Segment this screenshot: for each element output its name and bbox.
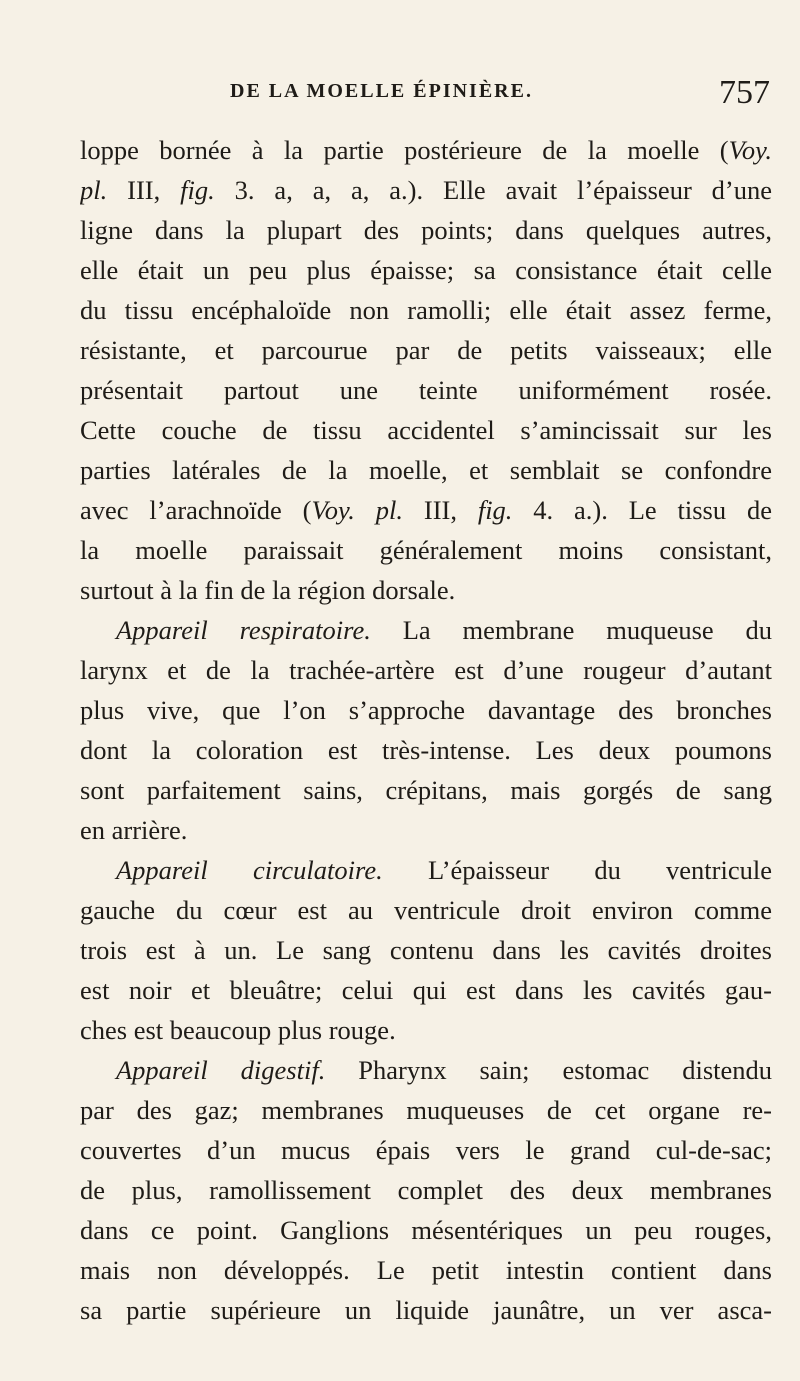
text-segment: Cette couche de tissu accidentel s’amincissait sur les xyxy=(80,415,772,445)
text-line xyxy=(80,650,772,690)
text-segment: III, xyxy=(403,495,478,525)
text-segment: elle était un peu plus épaisse; sa consistance était celle xyxy=(80,255,772,285)
text-line xyxy=(80,530,772,570)
italic-text-segment: fig. xyxy=(477,495,513,525)
text-segment: couvertes d’un mucus épais vers le grand cul-de-sac; xyxy=(80,1135,772,1165)
running-title: DE LA MOELLE ÉPINIÈRE. xyxy=(230,80,533,102)
text-line xyxy=(80,1090,772,1130)
text-line xyxy=(80,450,772,490)
text-line xyxy=(80,330,772,370)
text-segment: présentait partout une teinte uniformément rosée. xyxy=(80,375,772,405)
text-line xyxy=(80,250,772,290)
italic-text-segment: Voy. pl. xyxy=(311,495,404,525)
text-line xyxy=(80,890,772,930)
text-line xyxy=(80,1130,772,1170)
text-segment: la moelle paraissait généralement moins consistant, xyxy=(80,535,772,565)
text-line xyxy=(80,810,772,850)
text-segment: par des gaz; membranes muqueuses de cet organe re- xyxy=(80,1095,772,1125)
text-segment: mais non développés. Le petit intestin contient dans xyxy=(80,1255,772,1285)
text-segment: ches est beaucoup plus rouge. xyxy=(80,1015,396,1045)
italic-text-segment: fig. xyxy=(180,175,215,205)
text-line xyxy=(80,1250,772,1290)
page-number: 757 xyxy=(719,74,770,111)
text-line xyxy=(80,1210,772,1250)
body-text xyxy=(80,130,772,1330)
text-segment: avec l’arachnoïde ( xyxy=(80,495,312,525)
text-segment: trois est à un. Le sang contenu dans les cavités droites xyxy=(80,935,772,965)
text-line xyxy=(80,690,772,730)
text-segment: surtout à la fin de la région dorsale. xyxy=(80,575,456,605)
text-segment: résistante, et parcourue par de petits vaisseaux; elle xyxy=(80,335,772,365)
text-line xyxy=(80,770,772,810)
text-segment: sont parfaitement sains, crépitans, mais gorgés de sang xyxy=(80,775,772,805)
text-line xyxy=(80,370,772,410)
text-segment: de plus, ramollissement complet des deux membranes xyxy=(80,1175,772,1205)
text-line xyxy=(80,1170,772,1210)
page-header xyxy=(230,74,770,120)
text-segment: plus vive, que l’on s’approche davantage des bronches xyxy=(80,695,772,725)
italic-text-segment: Appareil digestif. xyxy=(116,1055,326,1085)
text-segment: du tissu encéphaloïde non ramolli; elle était assez ferme, xyxy=(80,295,772,325)
text-line xyxy=(80,170,772,210)
text-line xyxy=(80,1010,772,1050)
text-segment: parties latérales de la moelle, et semblait se confondre xyxy=(80,455,772,485)
italic-text-segment: Appareil respiratoire. xyxy=(116,615,371,645)
text-line xyxy=(80,570,772,610)
text-line xyxy=(80,850,772,890)
text-segment: ligne dans la plupart des points; dans quelques autres, xyxy=(80,215,772,245)
text-segment: est noir et bleuâtre; celui qui est dans les cavités gau- xyxy=(80,975,772,1005)
text-segment: gauche du cœur est au ventricule droit environ comme xyxy=(80,895,772,925)
text-line xyxy=(80,970,772,1010)
text-line xyxy=(80,930,772,970)
text-segment: dont la coloration est très-intense. Les deux poumons xyxy=(80,735,772,765)
italic-text-segment: Appareil circulatoire. xyxy=(116,855,383,885)
italic-text-segment: Voy. xyxy=(728,135,772,165)
text-segment: larynx et de la trachée-artère est d’une rougeur d’autant xyxy=(80,655,772,685)
text-segment: La membrane muqueuse du xyxy=(370,615,772,645)
text-line xyxy=(80,210,772,250)
text-line xyxy=(80,1290,772,1330)
text-line xyxy=(80,610,772,650)
text-line xyxy=(80,1050,772,1090)
text-segment: 4. a.). Le tissu de xyxy=(512,495,772,525)
text-line xyxy=(80,130,772,170)
text-segment: loppe bornée à la partie postérieure de la moelle ( xyxy=(80,135,729,165)
text-line xyxy=(80,730,772,770)
text-segment: en arrière. xyxy=(80,815,188,845)
text-line xyxy=(80,490,772,530)
text-segment: dans ce point. Ganglions mésentériques un peu rouges, xyxy=(80,1215,772,1245)
italic-text-segment: pl. xyxy=(80,175,108,205)
text-segment: L’épaisseur du ventricule xyxy=(382,855,772,885)
text-line xyxy=(80,290,772,330)
text-segment: sa partie supérieure un liquide jaunâtre, un ver asca- xyxy=(80,1295,772,1325)
text-segment: Pharynx sain; estomac distendu xyxy=(325,1055,772,1085)
text-segment: III, xyxy=(107,175,181,205)
text-segment: 3. a, a, a, a.). Elle avait l’épaisseur d’une xyxy=(214,175,772,205)
text-line xyxy=(80,410,772,450)
